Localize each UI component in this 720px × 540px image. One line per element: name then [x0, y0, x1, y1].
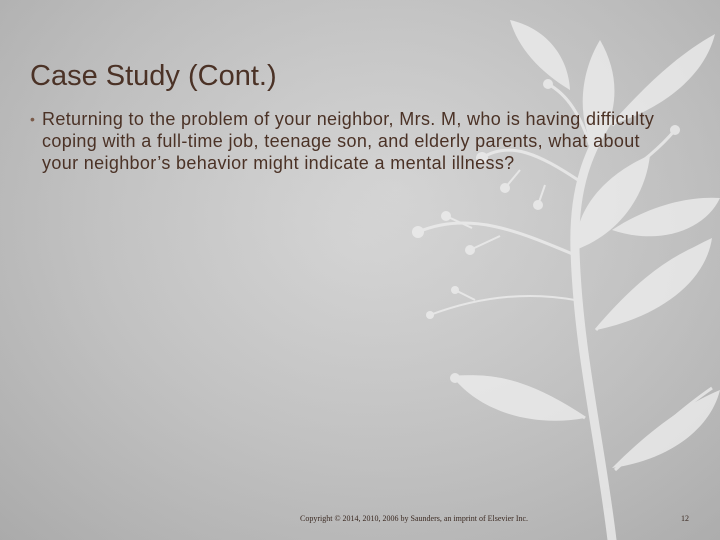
slide-title: Case Study (Cont.): [30, 60, 277, 92]
page-number: 12: [681, 514, 689, 523]
bullet-list: [30, 108, 670, 174]
bullet-item: [30, 108, 670, 174]
bullet-text: Returning to the problem of your neighbor, Mrs. M, who is having difficulty coping with a full-time job, teenage son, and elderly parents, what about your neighbor’s behavior might indicate a mental illness?: [42, 109, 655, 173]
copyright-footer: Copyright © 2014, 2010, 2006 by Saunders, an imprint of Elsevier Inc.: [300, 514, 529, 523]
bullet-marker: •: [30, 111, 36, 127]
